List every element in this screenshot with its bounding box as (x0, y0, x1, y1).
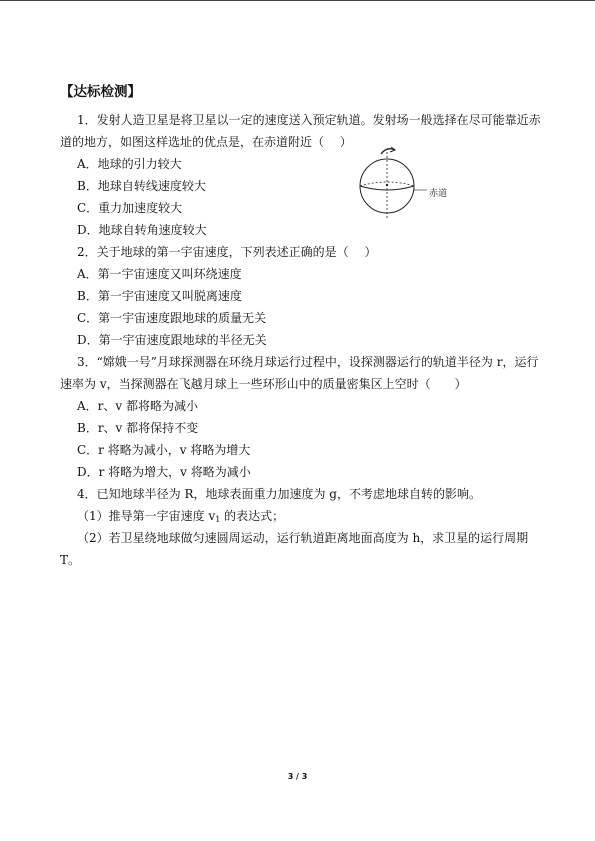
q2-stem: 2．关于地球的第一宇宙速度，下列表述正确的是（ ） (77, 245, 377, 259)
q4-part1-text-end: 的表达式； (220, 509, 285, 523)
q4-part1-text: （1）推导第一宇宙速度 v (77, 509, 216, 523)
section-title: 【达标检测】 (60, 84, 141, 100)
earth-equator-figure (355, 140, 465, 230)
q1-stem-line1: 1．发射人造卫星是将卫星以一定的速度送入预定轨道。发射场一般选择在尽可能靠近赤 (77, 113, 541, 127)
q1-option-b: B．地球自转线速度较大 (77, 179, 206, 193)
q2-option-a: A．第一宇宙速度又叫环绕速度 (77, 267, 242, 281)
q3-stem-line2: 速率为 v，当探测器在飞越月球上一些环形山中的质量密集区上空时（ ） (60, 377, 467, 391)
equator-label: 赤道 (429, 189, 448, 199)
q3-stem-line1: 3．“嫦娥一号”月球探测器在环绕月球运行过程中，设探测器运行的轨道半径为 r，运行 (77, 355, 539, 369)
q4-part2-line2: T。 (60, 553, 81, 567)
page-number: 3 / 3 (287, 772, 308, 781)
q2-option-d: D．第一宇宙速度跟地球的半径无关 (77, 333, 267, 347)
q3-option-d: D．r 将略为增大，v 将略为减小 (77, 465, 251, 479)
q3-option-b: B．r、v 都将保持不变 (77, 421, 199, 435)
q2-option-b: B．第一宇宙速度又叫脱离速度 (77, 289, 242, 303)
earth-center-dot (386, 184, 388, 186)
q1-stem-line2: 道的地方，如图这样选址的优点是，在赤道附近（ ） (60, 135, 352, 149)
q3-option-c: C．r 将略为减小，v 将略为增大 (77, 443, 251, 457)
q1-option-c: C．重力加速度较大 (77, 201, 183, 215)
q4-part2-line1: （2）若卫星绕地球做匀速圆周运动，运行轨道距离地面高度为 h，求卫星的运行周期 (77, 531, 529, 545)
q4-part1-subscript: 1 (215, 515, 221, 524)
q4-part1 (77, 508, 284, 528)
q4-stem: 4．已知地球半径为 R，地球表面重力加速度为 g，不考虑地球自转的影响。 (77, 487, 481, 501)
page-top-border (0, 0, 595, 1)
q1-option-a: A．地球的引力较大 (77, 157, 182, 171)
q3-option-a: A．r、v 都将略为减小 (77, 399, 198, 413)
q2-option-c: C．第一宇宙速度跟地球的质量无关 (77, 311, 267, 325)
q1-option-d: D．地球自转角速度较大 (77, 223, 207, 237)
